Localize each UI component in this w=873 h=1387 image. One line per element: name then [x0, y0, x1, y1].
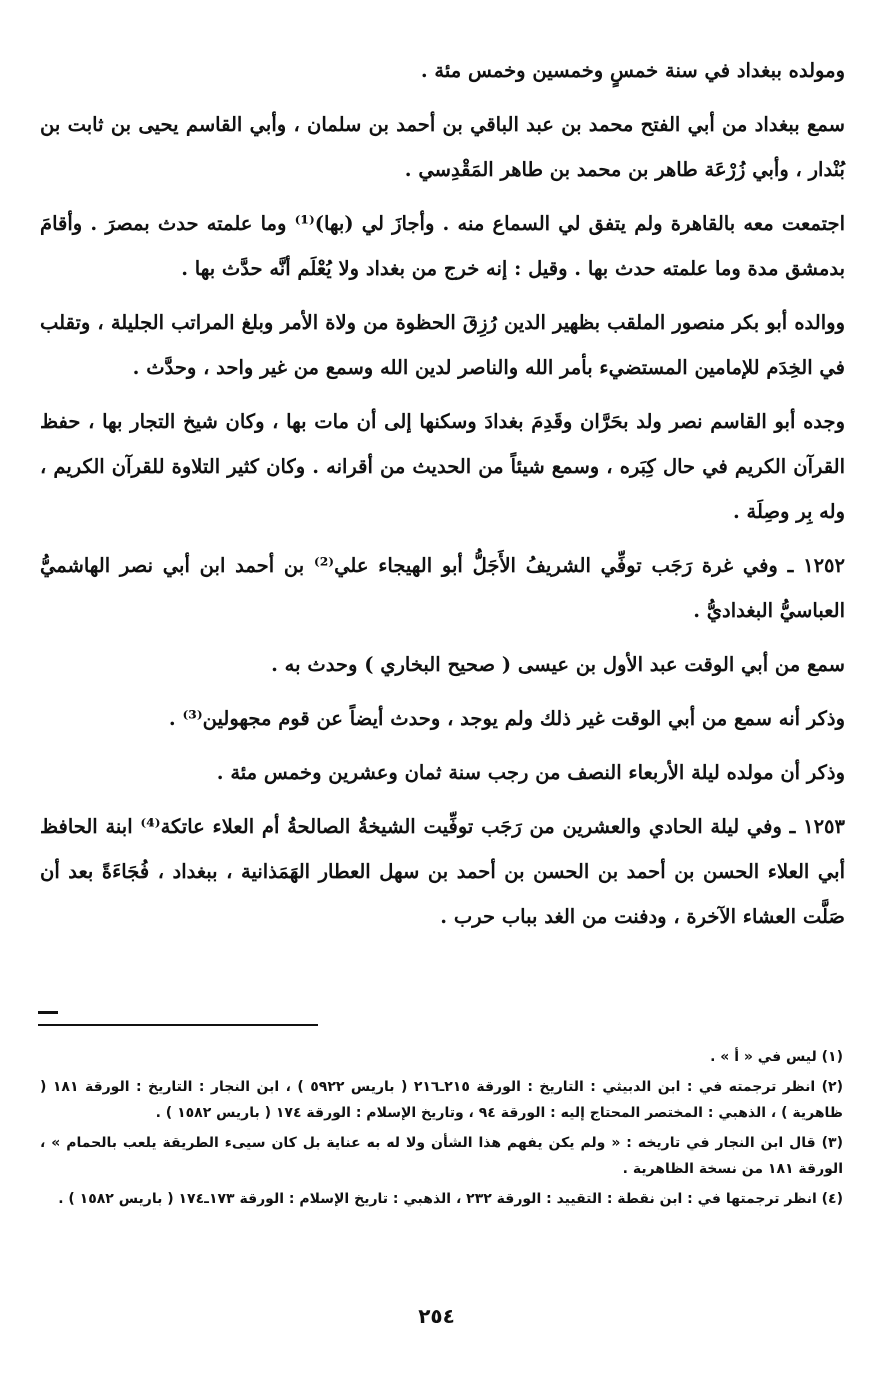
footnote-divider [38, 1024, 318, 1026]
footnotes [40, 1044, 843, 1216]
paragraph-meeting [40, 201, 845, 291]
paragraph-father [40, 300, 845, 390]
paragraph-text: ١٢٥٢ ـ وفي غرة رَجَب توفِّي الشريفُ الأَجَلُّ أبو الهيجاء علي⁽²⁾ بن أحمد ابن أبي نصر الهاشميُّ العباسيُّ البغداديُّ . [40, 554, 845, 622]
paragraph-birthdate [40, 750, 845, 795]
page-number: ٢٥٤ [418, 1304, 455, 1328]
paragraph-mentioned [40, 696, 845, 741]
entry-1253 [40, 804, 845, 939]
footnote-4: (٤) انظر ترجمتها في : ابن نقطة : التقييد : الورقة ٢٣٢ ، الذهبي : تاريخ الإسلام : الورقة ١٧٣ـ١٧٤ ( باريس ١٥٨٢ ) . [58, 1191, 843, 1207]
paragraph-text: سمع من أبي الوقت عبد الأول بن عيسى ( صحيح البخاري ) وحدث به . [271, 653, 845, 676]
paragraph-teachers [40, 102, 845, 192]
paragraph-text: سمع ببغداد من أبي الفتح محمد بن عبد الباقي بن أحمد بن سلمان ، وأبي القاسم يحيى بن ثابت بن بُنْدار ، وأبي زُرْعَة طاهر بن محمد بن طاهر المَقْدِسي . [40, 113, 845, 181]
footnote-2: (٢) انظر ترجمته في : ابن الدبيثي : التاريخ : الورقة ٢١٥ـ٢١٦ ( باريس ٥٩٢٢ ) ، ابن النجار : التاريخ : الورقة ١٨١ ( ظاهرية ) ، الذهبي : المختصر المحتاج إليه : الورقة ٩٤ ، وتاريخ الإسلام : الورقة ١٧٤ ( باريس ١٥٨٢ ) . [40, 1079, 843, 1121]
paragraph-text: ومولده ببغداد في سنة خمسٍ وخمسين وخمس مئة . [420, 59, 845, 82]
paragraph-birth [40, 48, 845, 93]
paragraph-text: اجتمعت معه بالقاهرة ولم يتفق لي السماع منه . وأجازَ لي (بها)⁽¹⁾ وما علمته حدث بمصرَ . وأقامَ بدمشق مدة وما علمته حدث بها . وقيل : إنه خرج من بغداد ولا يُعْلَم أنَّه حدَّث بها . [40, 212, 846, 280]
paragraph-text: ١٢٥٣ ـ وفي ليلة الحادي والعشرين من رَجَب توفِّيت الشيخةُ الصالحةُ أم العلاء عاتكة⁽⁴⁾ ابنة الحافظ أبي العلاء الحسن بن أحمد بن الحسن بن أحمد بن سهل العطار الهَمَذانية ، ببغداد ، فُجَاءَةً بعد أن صَلَّت العشاء الآخرة ، ودفنت من الغد بباب حرب . [40, 815, 846, 928]
footnote-1: (١) ليس في « أ » . [710, 1049, 843, 1065]
footnote-3: (٣) قال ابن النجار في تاريخه : « ولم يكن يفهم هذا الشأن ولا له به عناية بل كان سيىء الطريقة يلعب بالحمام » ، الورقة ١٨١ من نسخة الظاهرية . [40, 1135, 843, 1177]
paragraph-grandfather [40, 399, 845, 534]
main-text [40, 48, 845, 948]
paragraph-text: وذكر أنه سمع من أبي الوقت غير ذلك ولم يوجد ، وحدث أيضاً عن قوم مجهولين⁽³⁾ . [168, 707, 845, 730]
paragraph-text: ووالده أبو بكر منصور الملقب بظهير الدين رُزِقَ الحظوة من ولاة الأمر وبلغ المراتب الجليلة ، وتقلب في الخِدَم للإمامين المستضيء بأمر الله والناصر لدين الله وسمع من غير واحد ، وحدَّث . [40, 311, 845, 379]
margin-dash [38, 1011, 58, 1014]
entry-1252 [40, 543, 845, 633]
paragraph-text: وجده أبو القاسم نصر ولد بحَرَّان وقَدِمَ بغدادَ وسكنها إلى أن مات بها ، وكان شيخ التجار بها ، حفظ القرآن الكريم في حال كِبَره ، وسمع شيئاً من الحديث من أقرانه . وكان كثير التلاوة للقرآن الكريم ، وله بِر وصِلَة . [40, 410, 845, 523]
paragraph-text: وذكر أن مولده ليلة الأربعاء النصف من رجب سنة ثمان وعشرين وخمس مئة . [216, 761, 845, 784]
paragraph-heard [40, 642, 845, 687]
